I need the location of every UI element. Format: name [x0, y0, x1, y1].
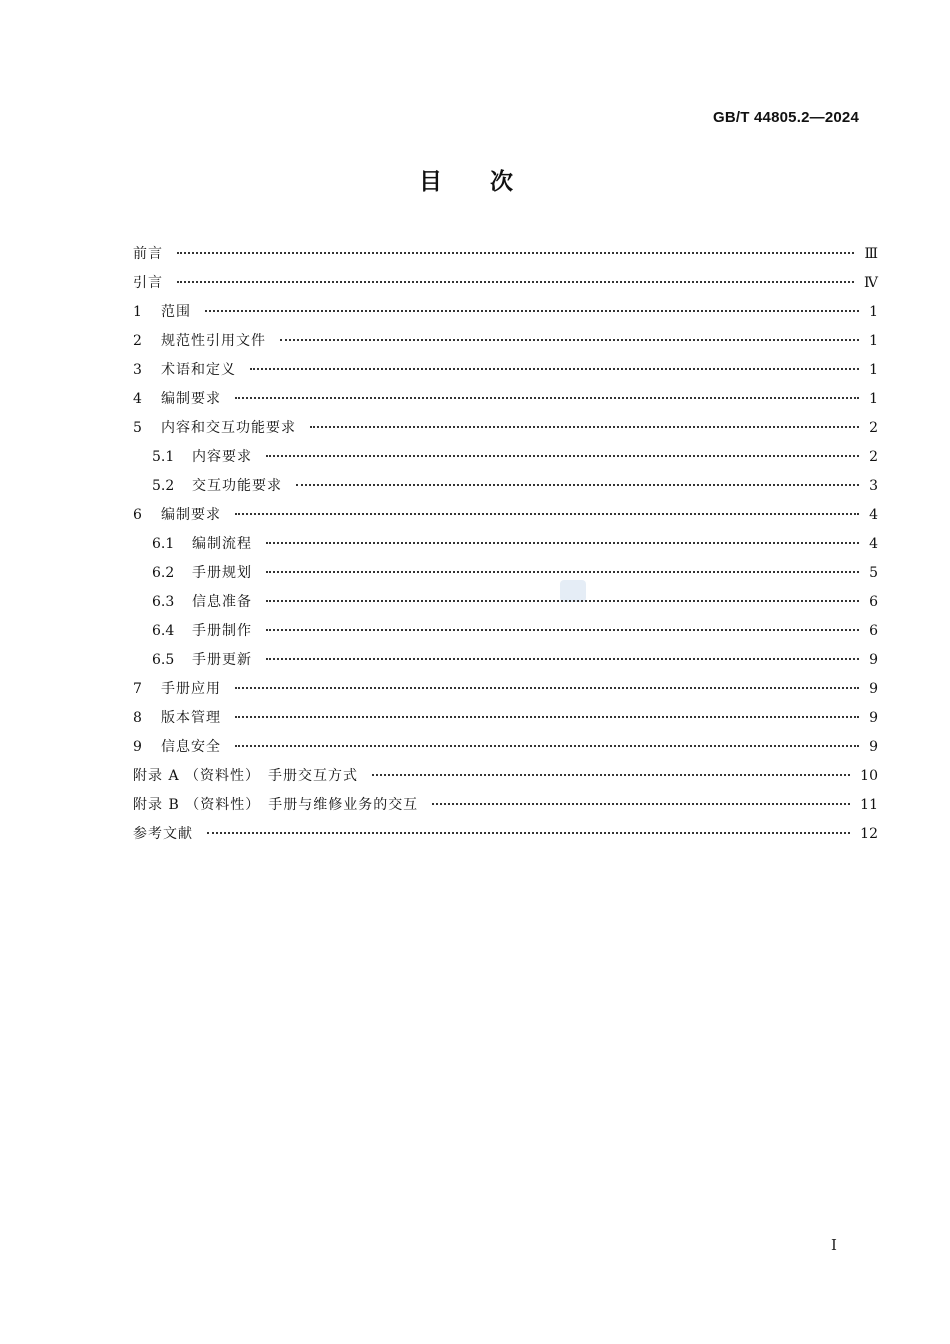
- toc-entry-page: 2: [869, 420, 878, 436]
- toc-entry-number: 6.5: [152, 652, 175, 668]
- toc-entry-page: 4: [869, 536, 878, 552]
- toc-dot-leader: [266, 600, 859, 602]
- toc-entry-number: 2: [133, 333, 142, 349]
- toc-entry[interactable]: [133, 385, 878, 414]
- toc-dot-leader: [310, 426, 859, 428]
- toc-dot-leader: [266, 455, 859, 457]
- toc-entry-page: 1: [869, 333, 878, 349]
- toc-dot-leader: [266, 629, 859, 631]
- toc-entry-page: Ⅳ: [864, 275, 878, 291]
- toc-entry-page: 12: [860, 826, 878, 842]
- toc-entry-number: 5: [133, 420, 142, 436]
- toc-entry[interactable]: [133, 646, 878, 675]
- toc-entry-label: 版本管理: [161, 710, 221, 726]
- toc-entry-page: 11: [860, 797, 878, 813]
- toc-entry[interactable]: [133, 733, 878, 762]
- toc-entry-label: 附录 A （资料性） 手册交互方式: [133, 768, 359, 784]
- toc-entry-page: 1: [869, 304, 878, 320]
- toc-entry-page: 1: [869, 362, 878, 378]
- toc-dot-leader: [235, 745, 859, 747]
- toc-entry[interactable]: [133, 327, 878, 356]
- toc-dot-leader: [177, 252, 854, 254]
- toc-entry-number: 9: [133, 739, 142, 755]
- toc-title: 目次: [419, 169, 561, 195]
- toc-entry-label: 信息安全: [161, 739, 221, 755]
- toc-dot-leader: [266, 658, 859, 660]
- toc-entry-label: 信息准备: [192, 594, 252, 610]
- toc-dot-leader: [296, 484, 859, 486]
- toc-entry-number: 5.2: [152, 478, 175, 494]
- toc-dot-leader: [177, 281, 854, 283]
- toc-entry-label: 参考文献: [133, 826, 193, 842]
- toc-entry-label: 交互功能要求: [192, 478, 282, 494]
- toc-entry-page: 9: [869, 710, 878, 726]
- toc-entry-label: 手册规划: [192, 565, 252, 581]
- toc-entry-label: 编制流程: [192, 536, 252, 552]
- toc-entry[interactable]: [133, 240, 878, 269]
- toc-entry[interactable]: [133, 704, 878, 733]
- toc-entry-page: 1: [869, 391, 878, 407]
- toc-entry[interactable]: [133, 617, 878, 646]
- toc-entry-page: 6: [869, 623, 878, 639]
- toc-entry-label: 附录 B （资料性） 手册与维修业务的交互: [133, 797, 419, 813]
- toc-entry-label: 前言: [133, 246, 163, 262]
- toc-dot-leader: [205, 310, 859, 312]
- toc-dot-leader: [235, 513, 859, 515]
- toc-entry[interactable]: [133, 414, 878, 443]
- toc-entry-label: 编制要求: [161, 391, 221, 407]
- toc-entry[interactable]: [133, 298, 878, 327]
- toc-entry-label: 引言: [133, 275, 163, 291]
- toc-entry-number: 6.1: [152, 536, 175, 552]
- toc-entry[interactable]: [133, 762, 878, 791]
- toc-entry-label: 手册制作: [192, 623, 252, 639]
- toc-entry-page: 4: [869, 507, 878, 523]
- toc-entry-number: 6: [133, 507, 142, 523]
- toc-dot-leader: [235, 397, 859, 399]
- toc-dot-leader: [235, 716, 859, 718]
- document-code: GB/T 44805.2—2024: [713, 109, 859, 126]
- page-number: I: [831, 1236, 837, 1254]
- toc-entry-page: 10: [860, 768, 878, 784]
- toc-entry-label: 内容和交互功能要求: [161, 420, 296, 436]
- toc-entry-page: 6: [869, 594, 878, 610]
- toc-entry-page: 9: [869, 681, 878, 697]
- toc-entry[interactable]: [133, 472, 878, 501]
- toc-entry[interactable]: [133, 588, 878, 617]
- toc-entry[interactable]: [133, 820, 878, 849]
- toc-entry-label: 内容要求: [192, 449, 252, 465]
- toc-entry-number: 7: [133, 681, 142, 697]
- toc-entry-page: 3: [869, 478, 878, 494]
- toc-entry[interactable]: [133, 443, 878, 472]
- toc-entry[interactable]: [133, 530, 878, 559]
- toc-dot-leader: [266, 571, 859, 573]
- toc-entry-page: Ⅲ: [864, 246, 878, 262]
- toc-entry-page: 9: [869, 652, 878, 668]
- toc-entry-page: 5: [869, 565, 878, 581]
- toc-entry-number: 8: [133, 710, 142, 726]
- table-of-contents: [133, 240, 878, 849]
- toc-entry[interactable]: [133, 675, 878, 704]
- toc-entry-number: 3: [133, 362, 142, 378]
- toc-dot-leader: [235, 687, 859, 689]
- toc-entry-number: 5.1: [152, 449, 175, 465]
- toc-entry-number: 6.4: [152, 623, 175, 639]
- toc-dot-leader: [266, 542, 859, 544]
- toc-entry-label: 范围: [161, 304, 191, 320]
- toc-dot-leader: [207, 832, 850, 834]
- toc-entry-label: 术语和定义: [161, 362, 236, 378]
- toc-entry[interactable]: [133, 559, 878, 588]
- toc-entry-label: 编制要求: [161, 507, 221, 523]
- toc-dot-leader: [372, 774, 850, 776]
- toc-entry-label: 规范性引用文件: [161, 333, 266, 349]
- toc-entry[interactable]: [133, 356, 878, 385]
- toc-dot-leader: [250, 368, 859, 370]
- toc-dot-leader: [280, 339, 859, 341]
- toc-entry-page: 9: [869, 739, 878, 755]
- toc-entry[interactable]: [133, 501, 878, 530]
- toc-entry-label: 手册更新: [192, 652, 252, 668]
- toc-entry-number: 1: [133, 304, 142, 320]
- toc-dot-leader: [432, 803, 850, 805]
- toc-entry[interactable]: [133, 791, 878, 820]
- toc-entry-page: 2: [869, 449, 878, 465]
- toc-entry-label: 手册应用: [161, 681, 221, 697]
- toc-entry-number: 6.3: [152, 594, 175, 610]
- toc-entry[interactable]: [133, 269, 878, 298]
- toc-entry-number: 4: [133, 391, 142, 407]
- toc-entry-number: 6.2: [152, 565, 175, 581]
